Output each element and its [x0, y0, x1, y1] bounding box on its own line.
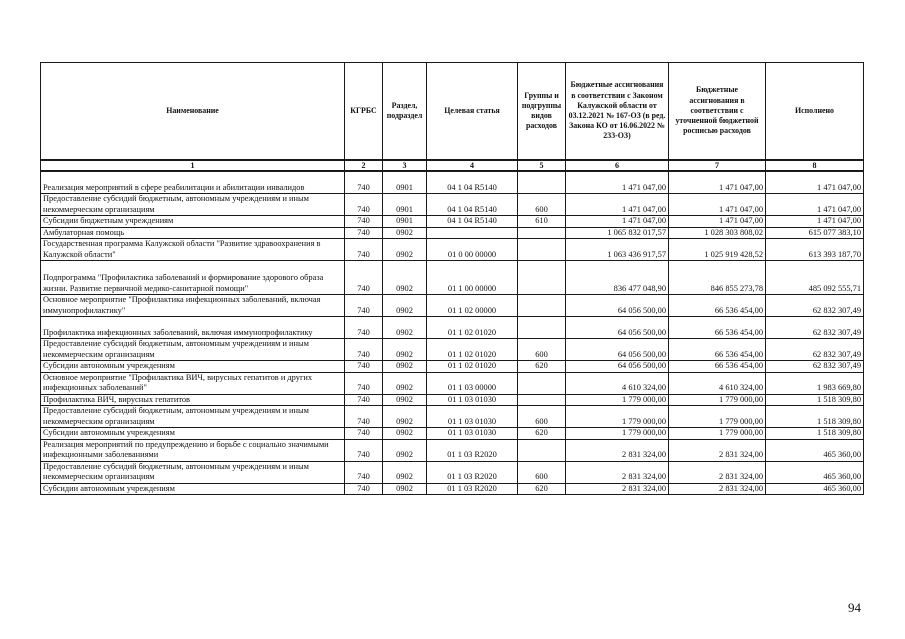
column-number: 7 — [669, 160, 766, 171]
row-executed: 465 360,00 — [766, 439, 864, 461]
row-name: Реализация мероприятий по предупреждению и борьбе с социально значимыми инфекционными заболеваниями — [41, 439, 345, 461]
row-law-assignment: 2 831 324,00 — [566, 483, 669, 495]
row-target-article: 01 1 03 R2020 — [427, 439, 518, 461]
row-kgrbs: 740 — [345, 361, 383, 373]
row-name: Основное мероприятие "Профилактика ВИЧ, вирусных гепатитов и других инфекционных заболеваний" — [41, 372, 345, 394]
row-kgrbs: 740 — [345, 261, 383, 295]
row-executed: 1 518 309,80 — [766, 406, 864, 428]
row-target-article: 01 1 03 01030 — [427, 394, 518, 406]
budget-table — [40, 62, 864, 495]
row-section: 0902 — [383, 461, 427, 483]
row-law-assignment: 64 056 500,00 — [566, 339, 669, 361]
header-plan-assignments: Бюджетные ассигнования в соответствии с уточненной бюджетной росписью расходов — [669, 63, 766, 161]
table-body — [41, 171, 864, 495]
row-target-article: 01 1 03 R2020 — [427, 461, 518, 483]
row-section: 0902 — [383, 428, 427, 440]
table-row — [41, 461, 864, 483]
row-plan-assignment: 66 536 454,00 — [669, 295, 766, 317]
row-name: Предоставление субсидий бюджетным, автономным учреждениям и иным некоммерческим организациям — [41, 461, 345, 483]
table-row — [41, 483, 864, 495]
row-kgrbs: 740 — [345, 406, 383, 428]
row-executed: 613 393 187,70 — [766, 239, 864, 261]
row-expense-group — [518, 227, 566, 239]
row-law-assignment: 1 471 047,00 — [566, 171, 669, 194]
row-law-assignment: 64 056 500,00 — [566, 361, 669, 373]
row-executed: 62 832 307,49 — [766, 295, 864, 317]
row-executed: 1 471 047,00 — [766, 171, 864, 194]
column-number-row — [41, 160, 864, 171]
row-kgrbs: 740 — [345, 461, 383, 483]
row-law-assignment: 2 831 324,00 — [566, 461, 669, 483]
row-expense-group — [518, 394, 566, 406]
row-target-article: 01 1 02 01020 — [427, 317, 518, 339]
row-section: 0901 — [383, 194, 427, 216]
row-plan-assignment: 846 855 273,78 — [669, 261, 766, 295]
row-kgrbs: 740 — [345, 339, 383, 361]
column-number: 5 — [518, 160, 566, 171]
row-section: 0902 — [383, 295, 427, 317]
row-law-assignment: 2 831 324,00 — [566, 439, 669, 461]
row-name: Подпрограмма "Профилактика заболеваний и формирование здорового образа жизни. Развитие первичной медико-санитарной помощи" — [41, 261, 345, 295]
table-row — [41, 227, 864, 239]
row-section: 0902 — [383, 317, 427, 339]
row-kgrbs: 740 — [345, 372, 383, 394]
row-plan-assignment: 1 779 000,00 — [669, 406, 766, 428]
row-plan-assignment: 1 779 000,00 — [669, 428, 766, 440]
row-law-assignment: 1 471 047,00 — [566, 216, 669, 228]
row-law-assignment: 1 065 832 017,57 — [566, 227, 669, 239]
row-expense-group: 610 — [518, 216, 566, 228]
table-row — [41, 171, 864, 194]
row-expense-group: 620 — [518, 361, 566, 373]
table-row — [41, 339, 864, 361]
table-row — [41, 317, 864, 339]
row-kgrbs: 740 — [345, 239, 383, 261]
row-law-assignment: 1 063 436 917,57 — [566, 239, 669, 261]
column-number: 2 — [345, 160, 383, 171]
row-expense-group — [518, 317, 566, 339]
row-executed: 1 983 669,80 — [766, 372, 864, 394]
table-row — [41, 406, 864, 428]
row-target-article: 01 1 03 00000 — [427, 372, 518, 394]
row-kgrbs: 740 — [345, 317, 383, 339]
row-law-assignment: 4 610 324,00 — [566, 372, 669, 394]
row-target-article: 01 1 00 00000 — [427, 261, 518, 295]
row-target-article — [427, 227, 518, 239]
row-name: Субсидии бюджетным учреждениям — [41, 216, 345, 228]
row-target-article: 04 1 04 R5140 — [427, 194, 518, 216]
table-row — [41, 216, 864, 228]
row-law-assignment: 64 056 500,00 — [566, 317, 669, 339]
row-section: 0902 — [383, 239, 427, 261]
row-law-assignment: 1 779 000,00 — [566, 428, 669, 440]
row-target-article: 01 1 02 00000 — [427, 295, 518, 317]
row-kgrbs: 740 — [345, 171, 383, 194]
table-row — [41, 194, 864, 216]
row-section: 0902 — [383, 361, 427, 373]
header-target-article: Целевая статья — [427, 63, 518, 161]
row-section: 0902 — [383, 227, 427, 239]
row-section: 0902 — [383, 339, 427, 361]
header-section: Раздел, подраздел — [383, 63, 427, 161]
row-name: Субсидии автономным учреждениям — [41, 483, 345, 495]
row-law-assignment: 1 779 000,00 — [566, 394, 669, 406]
row-executed: 62 832 307,49 — [766, 317, 864, 339]
column-number: 3 — [383, 160, 427, 171]
row-plan-assignment: 66 536 454,00 — [669, 339, 766, 361]
row-section: 0901 — [383, 171, 427, 194]
row-expense-group — [518, 261, 566, 295]
row-expense-group — [518, 239, 566, 261]
header-name: Наименование — [41, 63, 345, 161]
row-plan-assignment: 66 536 454,00 — [669, 317, 766, 339]
row-kgrbs: 740 — [345, 227, 383, 239]
row-name: Амбулаторная помощь — [41, 227, 345, 239]
row-executed: 465 360,00 — [766, 461, 864, 483]
header-law-assignments: Бюджетные ассигнования в соответствии с Законом Калужской области от 03.12.2021 № 167-ОЗ (в ред. Закона КО от 16.06.2022 № 233-ОЗ) — [566, 63, 669, 161]
row-plan-assignment: 1 471 047,00 — [669, 216, 766, 228]
row-plan-assignment: 1 471 047,00 — [669, 194, 766, 216]
row-plan-assignment: 1 025 919 428,52 — [669, 239, 766, 261]
row-expense-group: 600 — [518, 461, 566, 483]
row-target-article: 04 1 04 R5140 — [427, 171, 518, 194]
row-kgrbs: 740 — [345, 295, 383, 317]
row-target-article: 01 1 03 01030 — [427, 428, 518, 440]
row-plan-assignment: 1 471 047,00 — [669, 171, 766, 194]
row-name: Предоставление субсидий бюджетным, автономным учреждениям и иным некоммерческим организациям — [41, 339, 345, 361]
row-name: Профилактика ВИЧ, вирусных гепатитов — [41, 394, 345, 406]
header-expense-groups: Группы и подгруппы видов расходов — [518, 63, 566, 161]
row-plan-assignment: 2 831 324,00 — [669, 439, 766, 461]
row-executed: 62 832 307,49 — [766, 339, 864, 361]
row-plan-assignment: 1 779 000,00 — [669, 394, 766, 406]
row-expense-group: 600 — [518, 194, 566, 216]
header-row — [41, 63, 864, 161]
header-kgrbs: КГРБС — [345, 63, 383, 161]
row-executed: 1 471 047,00 — [766, 216, 864, 228]
row-name: Государственная программа Калужской области "Развитие здравоохранения в Калужской области" — [41, 239, 345, 261]
row-section: 0901 — [383, 216, 427, 228]
row-section: 0902 — [383, 394, 427, 406]
row-section: 0902 — [383, 372, 427, 394]
row-plan-assignment: 66 536 454,00 — [669, 361, 766, 373]
row-kgrbs: 740 — [345, 194, 383, 216]
column-number: 4 — [427, 160, 518, 171]
row-expense-group — [518, 171, 566, 194]
row-expense-group: 620 — [518, 483, 566, 495]
table-row — [41, 372, 864, 394]
row-law-assignment: 1 779 000,00 — [566, 406, 669, 428]
table-row — [41, 361, 864, 373]
row-law-assignment: 836 477 048,90 — [566, 261, 669, 295]
row-executed: 485 092 555,71 — [766, 261, 864, 295]
column-number: 6 — [566, 160, 669, 171]
row-section: 0902 — [383, 483, 427, 495]
row-plan-assignment: 2 831 324,00 — [669, 483, 766, 495]
column-number: 8 — [766, 160, 864, 171]
page-number: 94 — [848, 600, 861, 615]
row-name: Предоставление субсидий бюджетным, автономным учреждениям и иным некоммерческим организациям — [41, 406, 345, 428]
row-name: Субсидии автономным учреждениям — [41, 428, 345, 440]
table-row — [41, 428, 864, 440]
table-row — [41, 394, 864, 406]
table-row — [41, 239, 864, 261]
row-executed: 615 077 383,10 — [766, 227, 864, 239]
row-plan-assignment: 2 831 324,00 — [669, 461, 766, 483]
row-executed: 1 518 309,80 — [766, 394, 864, 406]
header-executed: Исполнено — [766, 63, 864, 161]
row-target-article: 01 1 03 R2020 — [427, 483, 518, 495]
row-target-article: 01 1 02 01020 — [427, 339, 518, 361]
row-target-article: 01 0 00 00000 — [427, 239, 518, 261]
row-target-article: 01 1 02 01020 — [427, 361, 518, 373]
row-expense-group — [518, 439, 566, 461]
row-name: Реализация мероприятий в сфере реабилитации и абилитации инвалидов — [41, 171, 345, 194]
row-expense-group — [518, 372, 566, 394]
row-kgrbs: 740 — [345, 216, 383, 228]
column-number: 1 — [41, 160, 345, 171]
table-row — [41, 439, 864, 461]
row-expense-group: 600 — [518, 339, 566, 361]
row-expense-group: 600 — [518, 406, 566, 428]
row-name: Предоставление субсидий бюджетным, автономным учреждениям и иным некоммерческим организациям — [41, 194, 345, 216]
row-name: Основное мероприятие "Профилактика инфекционных заболеваний, включая иммунопрофилактику" — [41, 295, 345, 317]
row-name: Субсидии автономным учреждениям — [41, 361, 345, 373]
row-executed: 1 518 309,80 — [766, 428, 864, 440]
row-section: 0902 — [383, 406, 427, 428]
row-target-article: 01 1 03 01030 — [427, 406, 518, 428]
row-kgrbs: 740 — [345, 483, 383, 495]
row-kgrbs: 740 — [345, 439, 383, 461]
row-executed: 1 471 047,00 — [766, 194, 864, 216]
table-row — [41, 295, 864, 317]
row-target-article: 04 1 04 R5140 — [427, 216, 518, 228]
row-section: 0902 — [383, 261, 427, 295]
row-executed: 62 832 307,49 — [766, 361, 864, 373]
row-executed: 465 360,00 — [766, 483, 864, 495]
row-law-assignment: 1 471 047,00 — [566, 194, 669, 216]
table-row — [41, 261, 864, 295]
row-plan-assignment: 4 610 324,00 — [669, 372, 766, 394]
row-plan-assignment: 1 028 303 808,02 — [669, 227, 766, 239]
row-law-assignment: 64 056 500,00 — [566, 295, 669, 317]
row-kgrbs: 740 — [345, 428, 383, 440]
row-section: 0902 — [383, 439, 427, 461]
row-kgrbs: 740 — [345, 394, 383, 406]
row-name: Профилактика инфекционных заболеваний, включая иммунопрофилактику — [41, 317, 345, 339]
row-expense-group: 620 — [518, 428, 566, 440]
row-expense-group — [518, 295, 566, 317]
